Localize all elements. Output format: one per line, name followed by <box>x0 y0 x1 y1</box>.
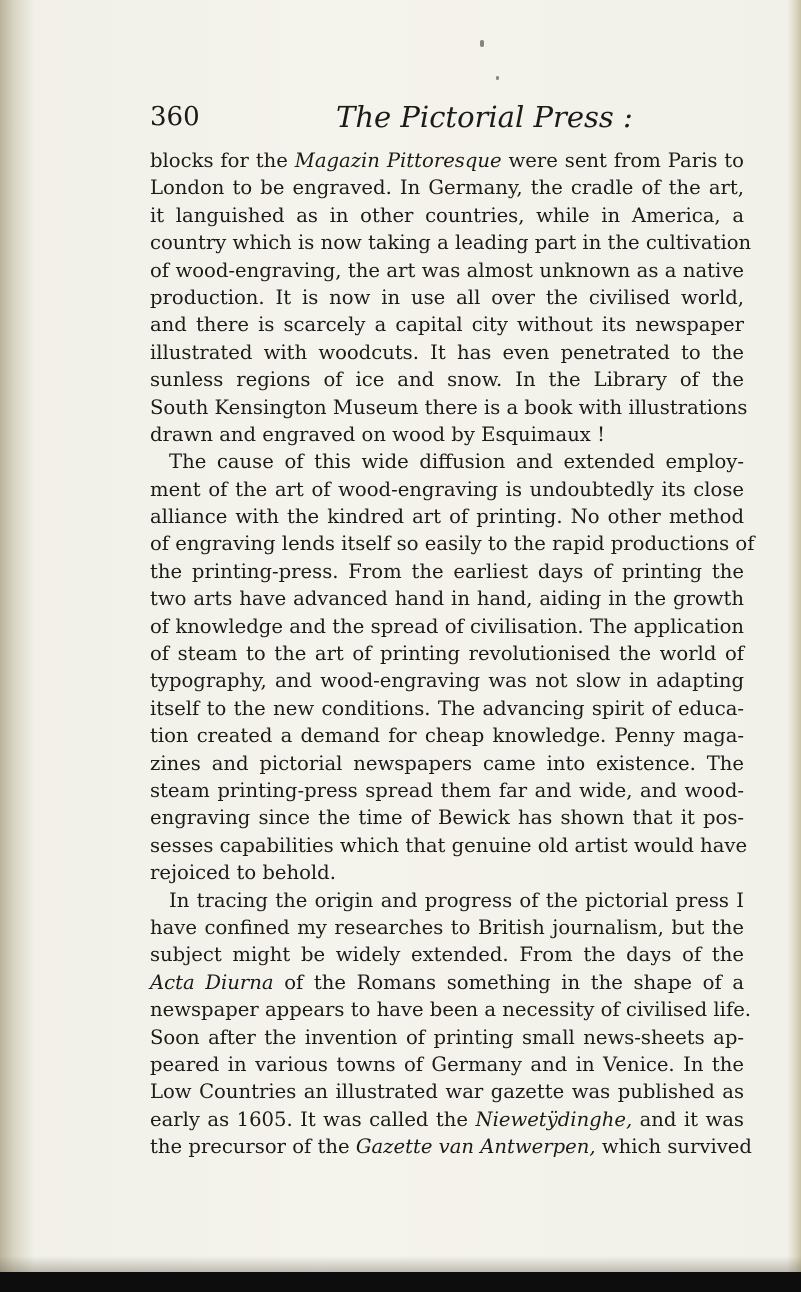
text-line <box>150 366 744 393</box>
text-line <box>150 1024 744 1051</box>
text-segment: country which is now taking a leading part in the cultivation <box>150 231 752 255</box>
page-header <box>150 100 750 140</box>
text-segment: newspaper appears to have been a necessity of civilised life. <box>150 998 752 1022</box>
text-line <box>150 804 744 831</box>
text-line <box>150 832 748 859</box>
text-line <box>150 257 744 284</box>
text-segment: alliance with the kindred art of printing. No other method <box>150 505 744 529</box>
text-segment: engraving since the time of Bewick has shown that it pos- <box>150 806 744 830</box>
text-segment: zines and pictorial newspapers came into existence. The <box>150 751 744 775</box>
text-line <box>150 941 744 968</box>
text-segment: Low Countries an illustrated war gazette was published as <box>150 1080 744 1104</box>
text-line <box>150 284 744 311</box>
text-segment: London to be engraved. In Germany, the cradle of the art, <box>150 176 744 200</box>
text-segment: sunless regions of ice and snow. In the Library of the <box>150 368 744 392</box>
text-segment: of wood-engraving, the art was almost unknown as a native <box>150 258 744 282</box>
scan-border <box>0 1272 801 1292</box>
text-segment: tion created a demand for cheap knowledge. Penny maga- <box>150 724 744 748</box>
text-segment: production. It is now in use all over the civilised world, <box>150 285 744 309</box>
text-line <box>150 147 744 174</box>
text-segment: Soon after the invention of printing small news-sheets ap- <box>150 1025 744 1049</box>
text-line <box>150 229 752 256</box>
text-line <box>150 613 744 640</box>
text-line <box>150 339 744 366</box>
body-text <box>150 147 755 1160</box>
running-title: The Pictorial Press : <box>336 100 633 134</box>
text-segment: steam printing-press spread them far and wide, and wood- <box>150 778 744 802</box>
text-segment: and there is scarcely a capital city without its newspaper <box>150 313 744 337</box>
text-segment: the printing-press. From the earliest days of printing the <box>150 559 744 583</box>
text-line <box>150 969 744 996</box>
text-line <box>150 722 744 749</box>
text-line <box>150 558 744 585</box>
text-line <box>150 476 744 503</box>
text-line <box>150 859 744 886</box>
text-segment: ment of the art of wood-engraving is undoubtedly its close <box>150 477 744 501</box>
text-segment: early as 1605. It was called the <box>150 1107 476 1131</box>
text-line <box>150 311 744 338</box>
text-line <box>150 174 744 201</box>
text-segment: In tracing the origin and progress of the pictorial press I <box>169 888 744 912</box>
binding-shadow <box>0 0 34 1292</box>
text-segment: the precursor of the <box>150 1135 356 1159</box>
text-line <box>150 1051 744 1078</box>
text-line <box>150 695 744 722</box>
text-line <box>150 530 755 557</box>
text-segment: itself to the new conditions. The advancing spirit of educa- <box>150 696 744 720</box>
text-segment: were sent from Paris to <box>501 149 744 172</box>
text-line <box>150 448 744 475</box>
text-segment: of steam to the art of printing revolutionised the world of <box>150 642 744 666</box>
italic-title: Magazin Pittoresque <box>294 149 502 172</box>
italic-title: Acta Diurna <box>150 970 274 994</box>
text-line <box>150 887 744 914</box>
text-segment: South Kensington Museum there is a book with illustrations <box>150 395 748 419</box>
page-edge <box>787 0 801 1292</box>
text-segment: it languished as in other countries, while in America, a <box>150 203 744 227</box>
text-line <box>150 585 744 612</box>
text-line <box>150 640 744 667</box>
italic-title: Niewetÿdinghe, <box>475 1107 633 1131</box>
text-segment: subject might be widely extended. From the days of the <box>150 943 744 967</box>
text-segment: blocks for the <box>150 149 295 172</box>
text-segment: typography, and wood-engraving was not slow in adapting <box>150 669 744 693</box>
text-segment: peared in various towns of Germany and in Venice. In the <box>150 1052 744 1076</box>
text-segment: two arts have advanced hand in hand, aiding in the growth <box>150 587 744 611</box>
text-segment: illustrated with woodcuts. It has even penetrated to the <box>150 340 744 364</box>
text-segment: rejoiced to behold. <box>150 861 336 885</box>
text-segment: of the Romans something in the shape of a <box>273 970 745 994</box>
text-line <box>150 996 752 1023</box>
text-line <box>150 667 744 694</box>
text-line <box>150 1078 744 1105</box>
text-line <box>150 421 744 448</box>
text-segment: and it was <box>632 1107 744 1131</box>
paper-speck <box>496 76 499 80</box>
text-line <box>150 777 744 804</box>
text-line <box>150 202 744 229</box>
italic-title: Gazette van Antwerpen, <box>355 1135 596 1159</box>
text-segment: have confined my researches to British journalism, but the <box>150 915 744 939</box>
text-line <box>150 394 748 421</box>
text-line <box>150 914 744 941</box>
text-line <box>150 1133 752 1160</box>
text-segment: which survived <box>595 1135 752 1159</box>
scan-shadow <box>0 1256 801 1272</box>
text-segment: of knowledge and the spread of civilisation. The application <box>150 614 744 638</box>
text-line <box>150 1106 744 1133</box>
text-segment: sesses capabilities which that genuine old artist would have <box>150 833 748 857</box>
text-segment: of engraving lends itself so easily to the rapid productions of <box>150 532 755 556</box>
text-line <box>150 503 744 530</box>
text-segment: The cause of this wide diffusion and extended employ- <box>169 450 744 474</box>
text-line <box>150 750 744 777</box>
page-number: 360 <box>150 102 200 132</box>
text-segment: drawn and engraved on wood by Esquimaux ! <box>150 422 605 446</box>
paper-speck <box>480 40 484 47</box>
